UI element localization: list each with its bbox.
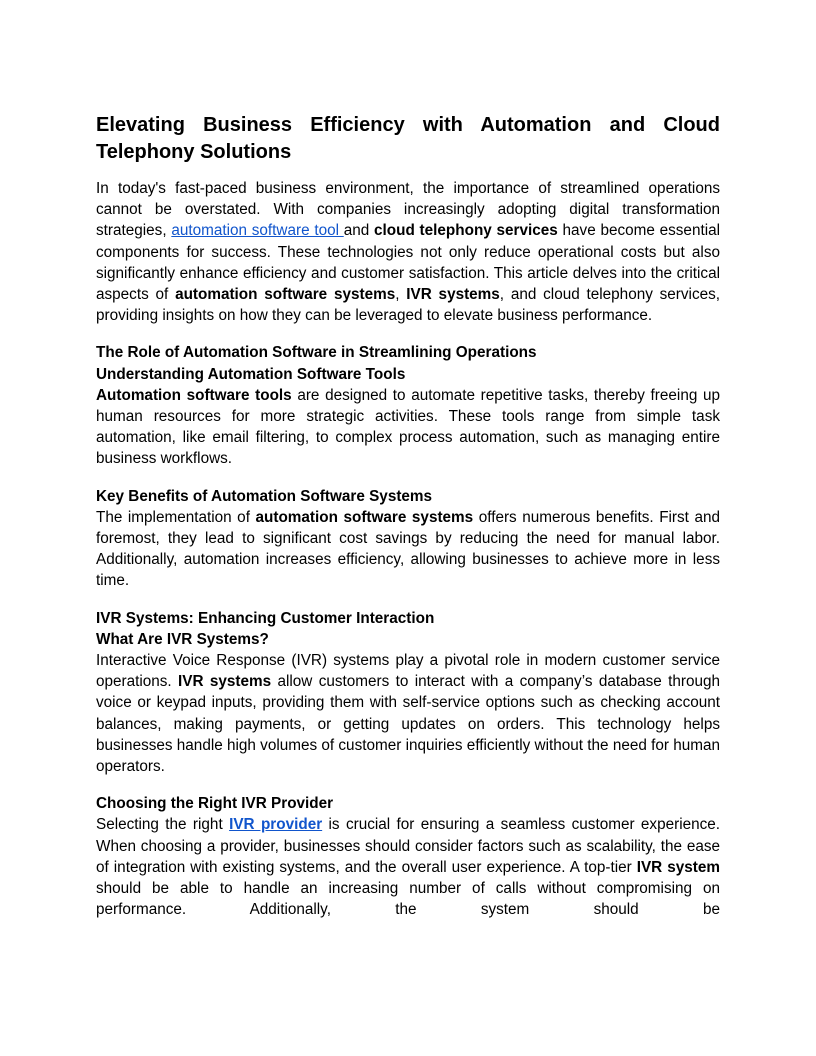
document-title [96, 112, 720, 166]
section4-text: should be able to handle an increasing number of calls without compromising on performance. Additionally, the system should be [96, 880, 720, 919]
bold-ivr-system: IVR system [636, 858, 720, 876]
intro-text: and [343, 222, 375, 240]
bold-automation-software-tools: Automation software tools [96, 386, 292, 404]
section1-paragraph [96, 385, 720, 470]
title-line-1: Elevating Business Efficiency with Automation and Cloud [96, 114, 720, 136]
section2-paragraph [96, 507, 720, 592]
document-page [96, 112, 720, 937]
bold-automation-software-systems: automation software systems [255, 508, 474, 526]
section-heading-role-of-automation: The Role of Automation Software in Streamlining Operations [96, 344, 537, 362]
bold-ivr-systems: IVR systems [406, 286, 500, 304]
bold-ivr-systems: IVR systems [178, 673, 272, 691]
section2-text: offers numerous benefits. First and foremost, they lead to significant cost savings by reducing the need for manual labor. Additionally, automation increases efficiency, allowing businesses to achieve more in less time. [96, 508, 720, 590]
subheading-understanding-automation-tools: Understanding Automation Software Tools [96, 365, 406, 383]
bold-cloud-telephony-services: cloud telephony services [374, 222, 558, 240]
automation-software-tool-link[interactable]: automation software tool [171, 222, 344, 240]
section3-text: allow customers to interact with a company’s database through voice or keypad inputs, providing them with self-service options such as checking account balances, making payments, or getting updates on orders. This technology helps businesses handle high volumes of customer inquiries efficiently without the need for human operators. [96, 673, 721, 776]
intro-text: , and cloud telephony services, providing insights on how they can be leveraged to elevate business performance. [96, 286, 720, 325]
title-line-2: Telephony Solutions [96, 141, 292, 163]
intro-paragraph [96, 178, 720, 326]
ivr-provider-link[interactable]: IVR provider [229, 816, 323, 834]
subheading-choosing-ivr-provider: Choosing the Right IVR Provider [96, 795, 334, 813]
section2-text: The implementation of [96, 508, 256, 526]
section4-text: Selecting the right [96, 816, 230, 834]
subheading-what-are-ivr-systems: What Are IVR Systems? [96, 630, 269, 648]
intro-text: have become essential components for success. These technologies not only reduce operational costs but also significantly enhance efficiency and customer satisfaction. This article delves into the critical aspects of [96, 222, 721, 304]
section3-text: Interactive Voice Response (IVR) systems play a pivotal role in modern customer service operations. [96, 652, 720, 691]
intro-text: In today's fast-paced business environment, the importance of streamlined operations cannot be overstated. With companies increasingly adopting digital transformation strategies, [96, 180, 720, 240]
section4-paragraph [96, 814, 720, 920]
intro-text: , [395, 286, 407, 304]
section4-text: is crucial for ensuring a seamless customer experience. When choosing a provider, businesses should consider factors such as scalability, the ease of integration with existing systems, and the overall user experience. A top-tier [96, 816, 721, 876]
section-heading-ivr-systems: IVR Systems: Enhancing Customer Interaction [96, 609, 435, 627]
subheading-key-benefits: Key Benefits of Automation Software Systems [96, 487, 433, 505]
section1-text: are designed to automate repetitive tasks, thereby freeing up human resources for more strategic activities. These tools range from simple task automation, like email filtering, to complex process automation, such as managing entire business workflows. [96, 386, 720, 468]
section3-paragraph [96, 650, 720, 777]
bold-automation-software-systems: automation software systems [175, 286, 396, 304]
